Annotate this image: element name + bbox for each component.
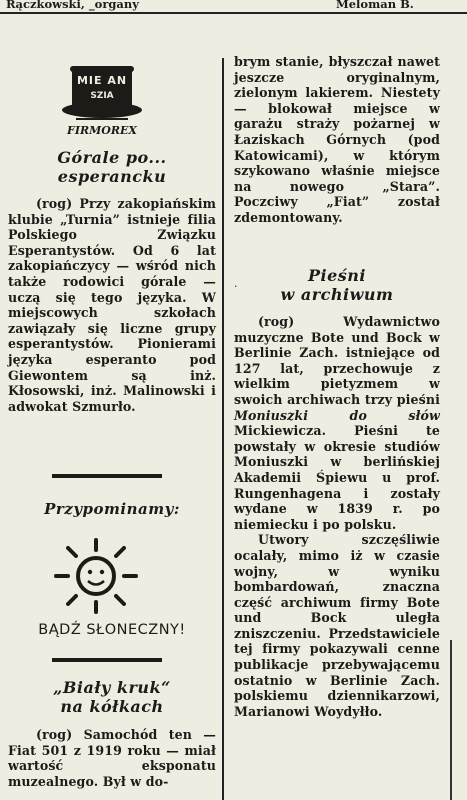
article-piesni-p1-italic: Moniuszki do słów (234, 407, 440, 423)
column-rule (222, 58, 224, 800)
article-bialy-kruk-continued (234, 54, 440, 226)
article-piesni-p1-part-a: (rog) Wydawnictwo muzyczne Bote und Bock w Berlinie Zach. istniejące od 127 lat, przechowuje z wielkim pietyzmem w swoich archiwach trzy pieśni (234, 314, 440, 407)
running-header-right: Meloman B. (336, 0, 414, 11)
section-divider (52, 474, 162, 478)
stray-mark: · (234, 280, 238, 293)
section-divider-2 (52, 658, 162, 662)
article-bialy-kruk-body: (rog) Samochód ten — Fiat 501 z 1919 roku — miał wartość eksponatu muzealnego. Był w do- (8, 727, 216, 789)
article-bialy-kruk-title-2: na kółkach (60, 697, 164, 716)
article-gorale-body: (rog) Przy zakopiańskim klubie „Turnia” istnieje filia Polskiego Związku Esperantystów. Od 6 lat zakopiańczycy — wśród nich także rodowici górale — uczą się tego języka. W miejscowych szkołach zawiązały się liczne grupy esperantystów. Pionierami języka esperanto pod Giewontem są inż. Kłosowski, inż. Malinowski i adwokat Szmurło. (8, 196, 216, 414)
article-piesni-paragraph-2: Utwory szczęśliwie ocalały, mimo iż w czasie wojny, w wyniku bombardowań, znaczna część archiwum firmy Bote und Bock uległa zniszczeniu. Przedstawiciele tej firmy pokazywali cenne publikacje przebywającemu ostatnio w Berlinie Zach. polskiemu dziennikarzowi, Marianowi Woydyłło. (234, 532, 440, 719)
article-bialy-kruk-continued-body: brym stanie, błyszczał nawet jeszcze oryginalnym, zielonym lakierem. Niestety — blokował miejsce w garażu straży pożarnej w Łaziskach Górnych (pod Katowicami), w którym szykowano właśnie miejsce na nowego „Stara”. Poczciwy „Fiat” został zdemontowany. (234, 54, 440, 225)
article-gorale-title-2: esperancku (57, 167, 167, 186)
article-piesni (234, 266, 440, 719)
hat-logo-icon (56, 58, 148, 140)
article-gorale (8, 148, 216, 414)
reminder-box (8, 500, 216, 519)
svg-text:SZIA: SZIA (90, 91, 114, 101)
article-bialy-kruk (8, 678, 216, 789)
article-bialy-kruk-title-1: „Biały kruk“ (53, 678, 171, 697)
reminder-title: Przypominamy: (44, 500, 180, 518)
svg-text:FIRMOREX: FIRMOREX (67, 124, 137, 137)
top-rule (0, 12, 467, 14)
article-piesni-paragraph-1 (234, 314, 440, 532)
right-column-rule (450, 640, 452, 800)
sun-icon (48, 534, 144, 614)
running-header-left: Rączkowski, _organy (6, 0, 139, 11)
article-piesni-p1-part-b: Mickiewicza. Pieśni te powstały w okresie studiów Moniuszki w berlińskiej Akademii Śpiewu u prof. Rungenhagena i zostały wydane w 1839 r. po niemiecku i po polsku. (234, 423, 440, 532)
article-gorale-title-1: Górale po... (57, 148, 167, 167)
reminder-slogan: BĄDŹ SŁONECZNY! (38, 622, 186, 638)
article-piesni-title-2: w archiwum (280, 285, 394, 304)
article-piesni-title-1: Pieśni (307, 266, 366, 285)
svg-text:MIE AN: MIE AN (76, 74, 128, 87)
